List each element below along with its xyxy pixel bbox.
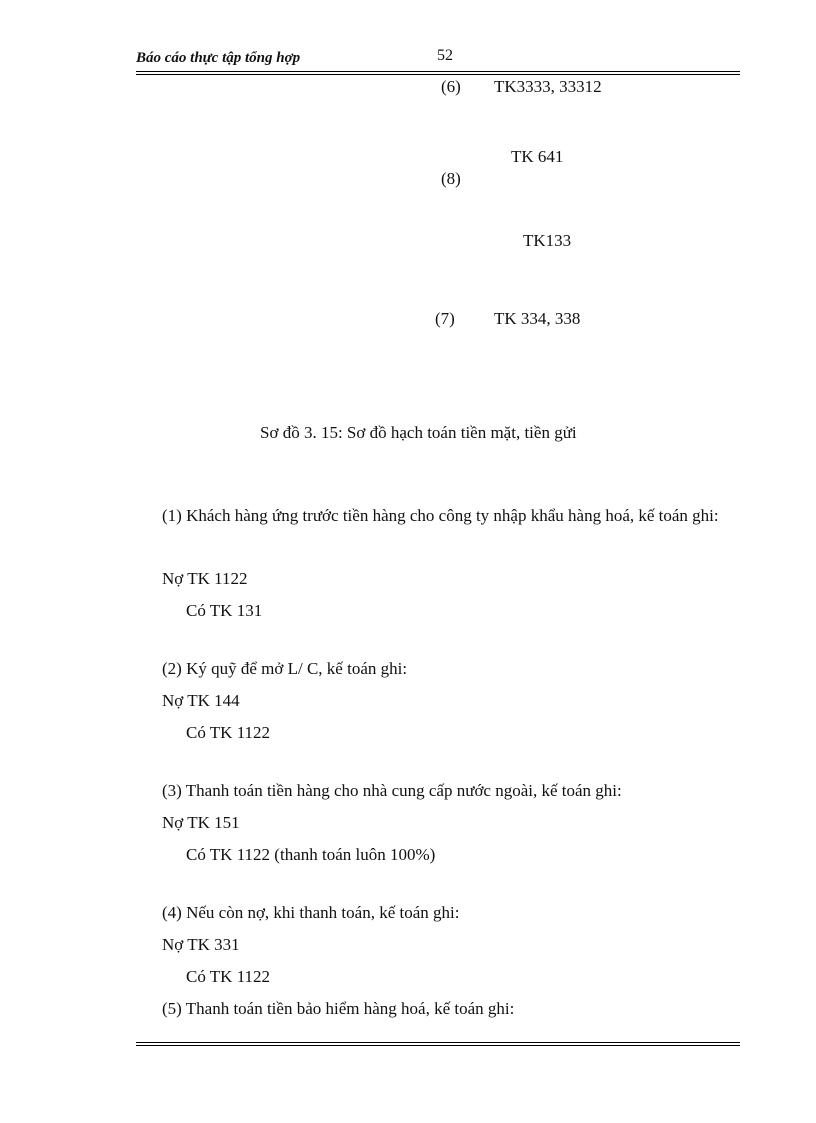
diagram-label-8: (8): [441, 169, 461, 188]
entry-4-credit: Có TK 1122: [186, 967, 271, 986]
header-rule: [136, 71, 740, 75]
entry-1-description: (1) Khách hàng ứng trước tiền hàng cho công ty nhập khẩu hàng hoá, kế toán ghi:: [162, 506, 719, 525]
diagram-account-tk641: TK 641: [511, 147, 564, 166]
diagram-caption: Sơ đồ 3. 15: Sơ đồ hạch toán tiền mặt, tiền gửi: [260, 423, 577, 442]
entry-1-debit: Nợ TK 1122: [162, 569, 248, 588]
entry-3-debit: Nợ TK 151: [162, 813, 240, 832]
header-title: Báo cáo thực tập tổng hợp: [136, 50, 301, 66]
entry-2-debit: Nợ TK 144: [162, 691, 240, 710]
footer-rule: [136, 1042, 740, 1046]
entry-2-description: (2) Ký quỹ để mở L/ C, kế toán ghi:: [162, 659, 408, 678]
entry-3-description: (3) Thanh toán tiền hàng cho nhà cung cấp nước ngoài, kế toán ghi:: [162, 781, 622, 800]
entry-4-debit: Nợ TK 331: [162, 935, 240, 954]
entry-1-credit: Có TK 131: [186, 601, 263, 620]
entry-5-description: (5) Thanh toán tiền bảo hiểm hàng hoá, kế toán ghi:: [162, 999, 515, 1018]
diagram-label-6: (6): [441, 77, 461, 96]
diagram-account-tk334: TK 334, 338: [494, 309, 581, 328]
entry-4-description: (4) Nếu còn nợ, khi thanh toán, kế toán ghi:: [162, 903, 460, 922]
diagram-account-tk3333: TK3333, 33312: [494, 77, 602, 96]
diagram-account-tk133: TK133: [523, 231, 572, 250]
diagram-label-7: (7): [435, 309, 455, 328]
entry-2-credit: Có TK 1122: [186, 723, 271, 742]
entry-3-credit: Có TK 1122 (thanh toán luôn 100%): [186, 845, 436, 864]
page-number: 52: [437, 47, 453, 64]
